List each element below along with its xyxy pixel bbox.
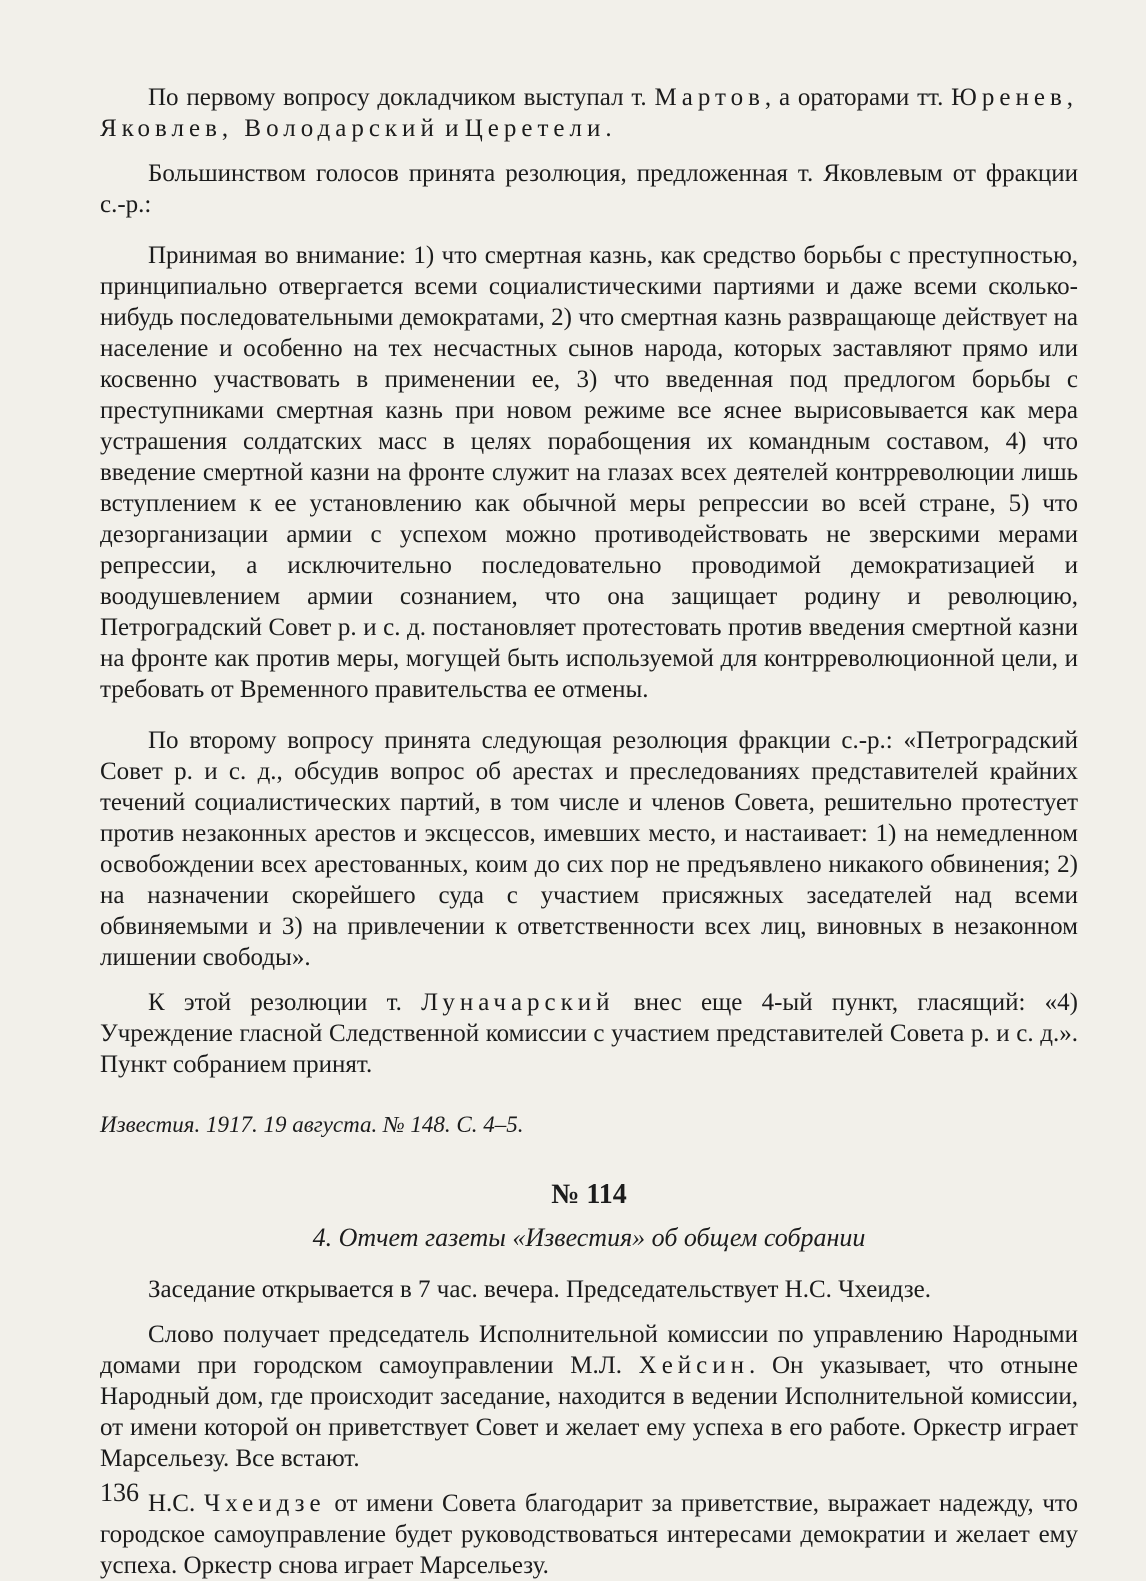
text-run: внес еще 4-ый пункт, гласящий: «4) Учреждение гласной Следственной комиссии с участием представителей Совета р. и с. д.». Пункт собранием принят. [100, 989, 1079, 1078]
text-run: . [605, 115, 612, 142]
page-number: 136 [100, 1478, 139, 1507]
spaced-name-martov: Мартов [654, 84, 765, 111]
text-run: Н.С. [148, 1490, 204, 1517]
spaced-name-lunacharsky: Луначарский [421, 989, 615, 1016]
text-run: , а ораторами тт. [764, 84, 952, 111]
document-number: № 114 [551, 1179, 627, 1210]
spaced-name-kheisin: Хейсин [638, 1352, 750, 1379]
text-run: К этой резолюции т. [148, 989, 422, 1016]
text-run: . Он указывает, что отныне Народный дом, где происходит заседание, находится в ведении Исполнительной комиссии, от имени которой он приветствует Совет и желает ему успеха в его работе. Оркестр играет Марсельезу. Все встают. [100, 1352, 1078, 1472]
spaced-name-chkheidze: Чхеидзе [203, 1490, 326, 1517]
spaced-name-tsereteli: Церетели [464, 115, 606, 142]
source-citation: Известия. 1917. 19 августа. № 148. С. 4–5. [100, 1112, 524, 1137]
text-run: и [438, 115, 465, 142]
document-page [100, 82, 1079, 1579]
paragraph-majority-vote: Большинством голосов принята резолюция, предложенная т. Яковлевым от фракции с.-р.: [100, 160, 1078, 218]
paragraph-session-opening: Заседание открывается в 7 час. вечера. Председательствует Н.С. Чхеидзе. [148, 1276, 931, 1303]
text-run: Слово получает председатель Исполнительной комиссии по управлению Народными домами при городском самоуправлении М.Л. [100, 1321, 1078, 1379]
text-run: от имени Совета благодарит за приветствие, выражает надежду, что городское самоуправление будет руководствоваться интересами демократии и желает ему успеха. Оркестр снова играет Марсельезу. [100, 1490, 1078, 1579]
paragraph-resolution-death-penalty: Принимая во внимание: 1) что смертная казнь, как средство борьбы с преступностью, принципиально отвергается всеми социалистическими партиями и даже всеми сколько-нибудь последовательными демократами, 2) что смертная казнь развращающе действует на население и особенно на тех несчастных сынов народа, которых заставляют прямо или косвенно участвовать в применении ее, 3) что введенная под предлогом борьбы с преступниками смертная казнь при новом режиме все яснее вырисовывается как мера устрашения солдатских масс в целях порабощения их командным составом, 4) что введение смертной казни на фронте служит на глазах всех деятелей контрреволюции лишь вступлением к ее установлению как обычной меры репрессии во всей стране, 5) что дезорганизации армии с успехом можно противодействовать не зверскими мерами репрессии, а исключительно последовательно проводимой демократизацией и воодушевлением армии сознанием, что она защищает родину и революцию, Петроградский Совет р. и с. д. постановляет протестовать против введения смертной казни на фронте как против меры, могущей быть используемой для контрреволюционной цели, и требовать от Временного правительства ее отмены. [100, 242, 1078, 703]
document-title: 4. Отчет газеты «Известия» об общем собрании [312, 1223, 866, 1252]
paragraph-kheisin-speech [100, 1319, 1078, 1474]
paragraph-lunacharsky-point [100, 987, 1078, 1080]
paragraph-first-question [100, 82, 1078, 144]
spaced-names-speakers: Юренев, Яковлев, Володарский [100, 84, 1078, 142]
paragraph-chkheidze-reply [100, 1488, 1078, 1581]
paragraph-second-question: По второму вопросу принята следующая резолюция фракции с.-р.: «Петроградский Совет р. и с. д., обсудив вопрос об арестах и преследованиях представителей крайних течений социалистических партий, в том числе и членов Совета, решительно протестует против незаконных арестов и эксцессов, имевших место, и настаивает: 1) на немедленном освобождении всех арестованных, коим до сих пор не предъявлено никакого обвинения; 2) на назначении скорейшего суда с участием присяжных заседателей над всеми обвиняемыми и 3) на привлечении к ответственности всех лиц, виновных в незаконном лишении свободы». [100, 727, 1078, 971]
text-run: По первому вопросу докладчиком выступал т. [148, 84, 655, 111]
